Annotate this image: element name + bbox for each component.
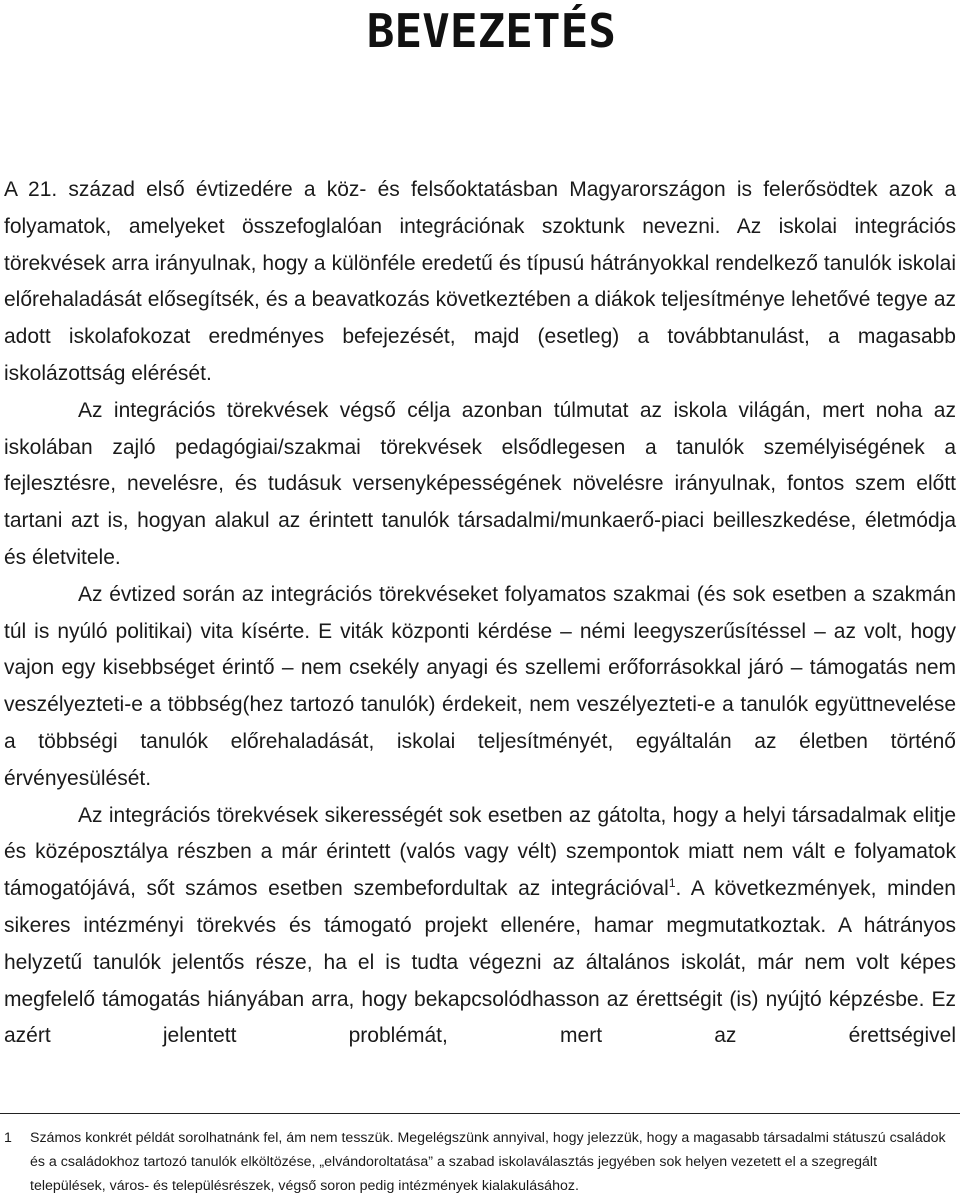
paragraph-3: Az évtized során az integrációs törekvéseket folyamatos szakmai (és sok esetben a szakmán túl is nyúló politikai) vita kísérte. E viták központi kérdése – némi leegyszerűsítéssel – az volt, hogy vajon egy kisebbséget érintő – nem csekély anyagi és szellemi erőforrásokkal járó – támogatás nem veszélyezteti-e a többség(hez tartozó tanulók) érdekeit, nem veszélyezteti-e a tanulók együttnevelése a többségi tanulók előrehaladását, iskolai teljesítményét, egyáltalán az életben történő érvényesülését. [4, 582, 956, 790]
footnote-reference[interactable]: 1 [668, 876, 676, 891]
footnote [4, 1126, 956, 1198]
body-text [4, 172, 956, 1055]
paragraph-5-text: A következmények, minden sikeres intézményi törekvés és támogató projekt ellenére, hamar megmutatkoztak. A hátrányos helyzetű tanulók jelentős része, ha el is tudta végezni az általános iskolát, már nem volt képes megfelelő támogatás hiányában arra, hogy bekapcsolódhasson az érettségit (is) nyújtó képzésbe. Ez azért jelentett problémát, mert az érettségivel [4, 877, 956, 1048]
footnote-divider [0, 1113, 960, 1114]
footnote-number: 1 [4, 1130, 12, 1146]
paragraph-4-text: Az integrációs törekvések sikerességét sok esetben az gátolta, hogy a helyi társadalmak elitje és középosztálya részben a már érintett (valós vagy vélt) szempontok miatt nem vált e folyamatok támogatójává, sőt számos esetben szembefordultak az integrációval [4, 803, 956, 901]
paragraph-1: A 21. század első évtizedére a köz- és felsőoktatásban Magyarországon is felerősödtek azok a folyamatok, amelyeket összefoglalóan integrációnak szoktunk nevezni. Az iskolai integrációs törekvések arra irányulnak, hogy a különféle eredetű és típusú hátrányokkal rendelkező tanulók iskolai előrehaladását elősegítsék, és a beavatkozás következtében a diákok teljesítménye lehetővé tegye az adott iskolafokozat eredményes befejezését, majd (esetleg) a továbbtanulást, a magasabb iskolázottság elérését. [4, 178, 956, 385]
paragraph-4-period: . [675, 877, 682, 901]
page-title: BEVEZETÉS [366, 4, 616, 58]
footnote-text: Számos konkrét példát sorolhatnánk fel, ám nem tesszük. Megelégszünk annyival, hogy jelezzük, hogy a magasabb társadalmi státuszú családok és a családokhoz tartozó tanulók elköltözése, „elvándoroltatása” a szabad iskolaválasztás jegyében sok helyen vezetett el a szegregált települések, város- és településrészek, végső soron pedig intézmények kialakulásához. [30, 1130, 946, 1194]
paragraph-2: Az integrációs törekvések végső célja azonban túlmutat az iskola világán, mert noha az iskolában zajló pedagógiai/szakmai törekvések elsődlegesen a tanulók személyiségének a fejlesztésre, nevelésre, és tudásuk versenyképességének növelésre irányulnak, fontos szem előtt tartani azt is, hogyan alakul az érintett tanulók társadalmi/munkaerő-piaci beilleszkedése, életmódja és életvitele. [4, 398, 956, 569]
paragraph-4-with-footnote [4, 798, 956, 1056]
